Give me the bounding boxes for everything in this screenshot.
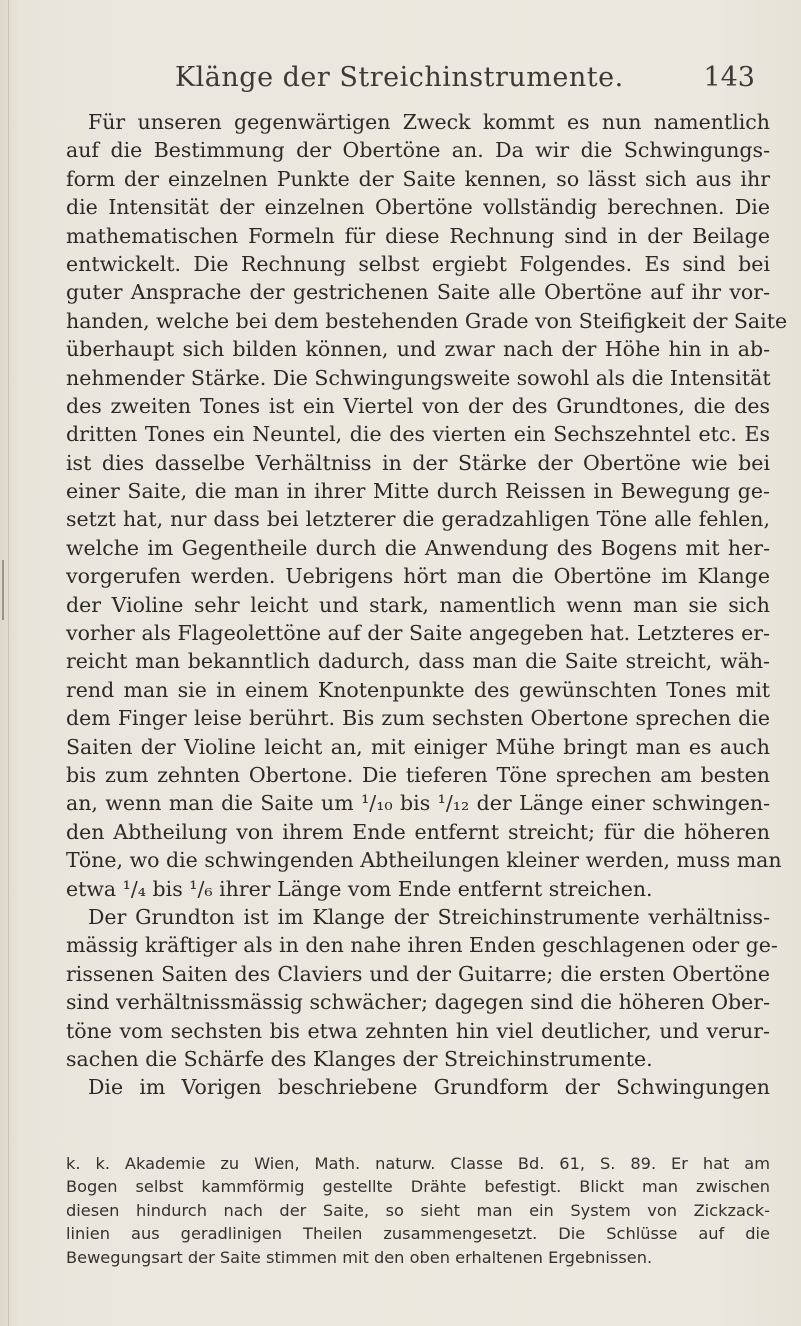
text-line: sachen die Schärfe des Klanges der Streichinstrumente. (66, 1046, 653, 1071)
text-line: überhaupt sich bilden können, und zwar nach der Höhe hin in ab- (66, 337, 770, 362)
footnote-line: k. k. Akademie zu Wien, Math. naturw. Classe Bd. 61, S. 89. Er hat am (66, 1154, 770, 1173)
footnote-line: Bewegungsart der Saite stimmen mit den oben erhaltenen Ergebnissen. (66, 1247, 653, 1267)
text-line: dritten Tones ein Neuntel, die des vierten ein Sechszehntel etc. Es (66, 422, 770, 447)
text-line: Der Grundton ist im Klange der Streichinstrumente verhältniss- (88, 904, 770, 929)
text-line: entwickelt. Die Rechnung selbst ergiebt Folgendes. Es sind bei (66, 251, 770, 276)
page-header (175, 62, 755, 102)
text-line: einer Saite, die man in ihrer Mitte durch Reissen in Bewegung ge- (66, 479, 770, 504)
text-line: der Violine sehr leicht und stark, namentlich wenn man sie sich (66, 592, 770, 617)
text-line: bis zum zehnten Obertone. Die tieferen Töne sprechen am besten (66, 762, 770, 787)
text-line: mathematischen Formeln für diese Rechnung sind in der Beilage (66, 223, 770, 248)
footnote-line: Bogen selbst kammförmig gestellte Drähte befestigt. Blickt man zwischen (66, 1177, 770, 1197)
text-line: sind verhältnissmässig schwächer; dagegen sind die höheren Ober- (66, 990, 770, 1015)
text-line: Saiten der Violine leicht an, mit einiger Mühe bringt man es auch (66, 734, 770, 759)
text-line: guter Ansprache der gestrichenen Saite alle Obertöne auf ihr vor- (66, 280, 770, 305)
text-line: den Abtheilung von ihrem Ende entfernt streicht; für die höheren (66, 819, 770, 844)
text-line: des zweiten Tones ist ein Viertel von der des Grundtones, die des (66, 393, 770, 418)
text-line: mässig kräftiger als in den nahe ihren Enden geschlagenen oder ge- (66, 933, 778, 958)
text-line: dem Finger leise berührt. Bis zum sechsten Obertone sprechen die (66, 706, 770, 731)
main-text (66, 108, 788, 1102)
text-line: an, wenn man die Saite um ¹/₁₀ bis ¹/₁₂ der Länge einer schwingen- (66, 791, 770, 816)
text-line: reicht man bekanntlich dadurch, dass man die Saite streicht, wäh- (66, 649, 770, 674)
text-line: vorgerufen werden. Uebrigens hört man die Obertöne im Klange (66, 564, 770, 589)
text-line: Die im Vorigen beschriebene Grundform der Schwingungen (88, 1075, 770, 1100)
text-line: handen, welche bei dem bestehenden Grade von Steifigkeit der Saite (66, 308, 788, 333)
text-line: form der einzelnen Punkte der Saite kennen, so lässt sich aus ihr (66, 166, 770, 191)
text-line: auf die Bestimmung der Obertöne an. Da wir die Schwingungs- (66, 138, 770, 163)
footnote-line: diesen hindurch nach der Saite, so sieht man ein System von Zickzack- (66, 1200, 770, 1220)
text-line: die Intensität der einzelnen Obertöne vollständig berechnen. Die (66, 195, 770, 220)
text-line: Töne, wo die schwingenden Abtheilungen kleiner werden, muss man (66, 848, 782, 873)
text-line: Für unseren gegenwärtigen Zweck kommt es nun namentlich (88, 110, 770, 134)
footnote-line: linien aus geradlinigen Theilen zusammengesetzt. Die Schlüsse auf die (66, 1224, 770, 1244)
text-line: setzt hat, nur dass bei letzterer die geradzahligen Töne alle fehlen, (66, 507, 770, 532)
text-line: rend man sie in einem Knotenpunkte des gewünschten Tones mit (66, 677, 770, 702)
footnote (66, 1152, 770, 1269)
running-title: Klänge der Streichinstrumente. (175, 62, 624, 93)
text-line: ist dies dasselbe Verhältniss in der Stärke der Obertöne wie bei (66, 450, 770, 475)
text-line: vorher als Flageolettöne auf der Saite angegeben hat. Letzteres er- (66, 621, 770, 646)
binding-mark (2, 560, 4, 620)
text-line: etwa ¹/₄ bis ¹/₆ ihrer Länge vom Ende entfernt streichen. (66, 876, 653, 901)
page-binding-edge (8, 0, 9, 1326)
text-line: rissenen Saiten des Claviers und der Guitarre; die ersten Obertöne (66, 961, 770, 986)
page-number: 143 (703, 62, 755, 93)
text-line: nehmender Stärke. Die Schwingungsweite sowohl als die Intensität (66, 365, 771, 390)
text-line: welche im Gegentheile durch die Anwendung des Bogens mit her- (66, 535, 770, 560)
text-line: töne vom sechsten bis etwa zehnten hin viel deutlicher, und verur- (66, 1018, 770, 1043)
